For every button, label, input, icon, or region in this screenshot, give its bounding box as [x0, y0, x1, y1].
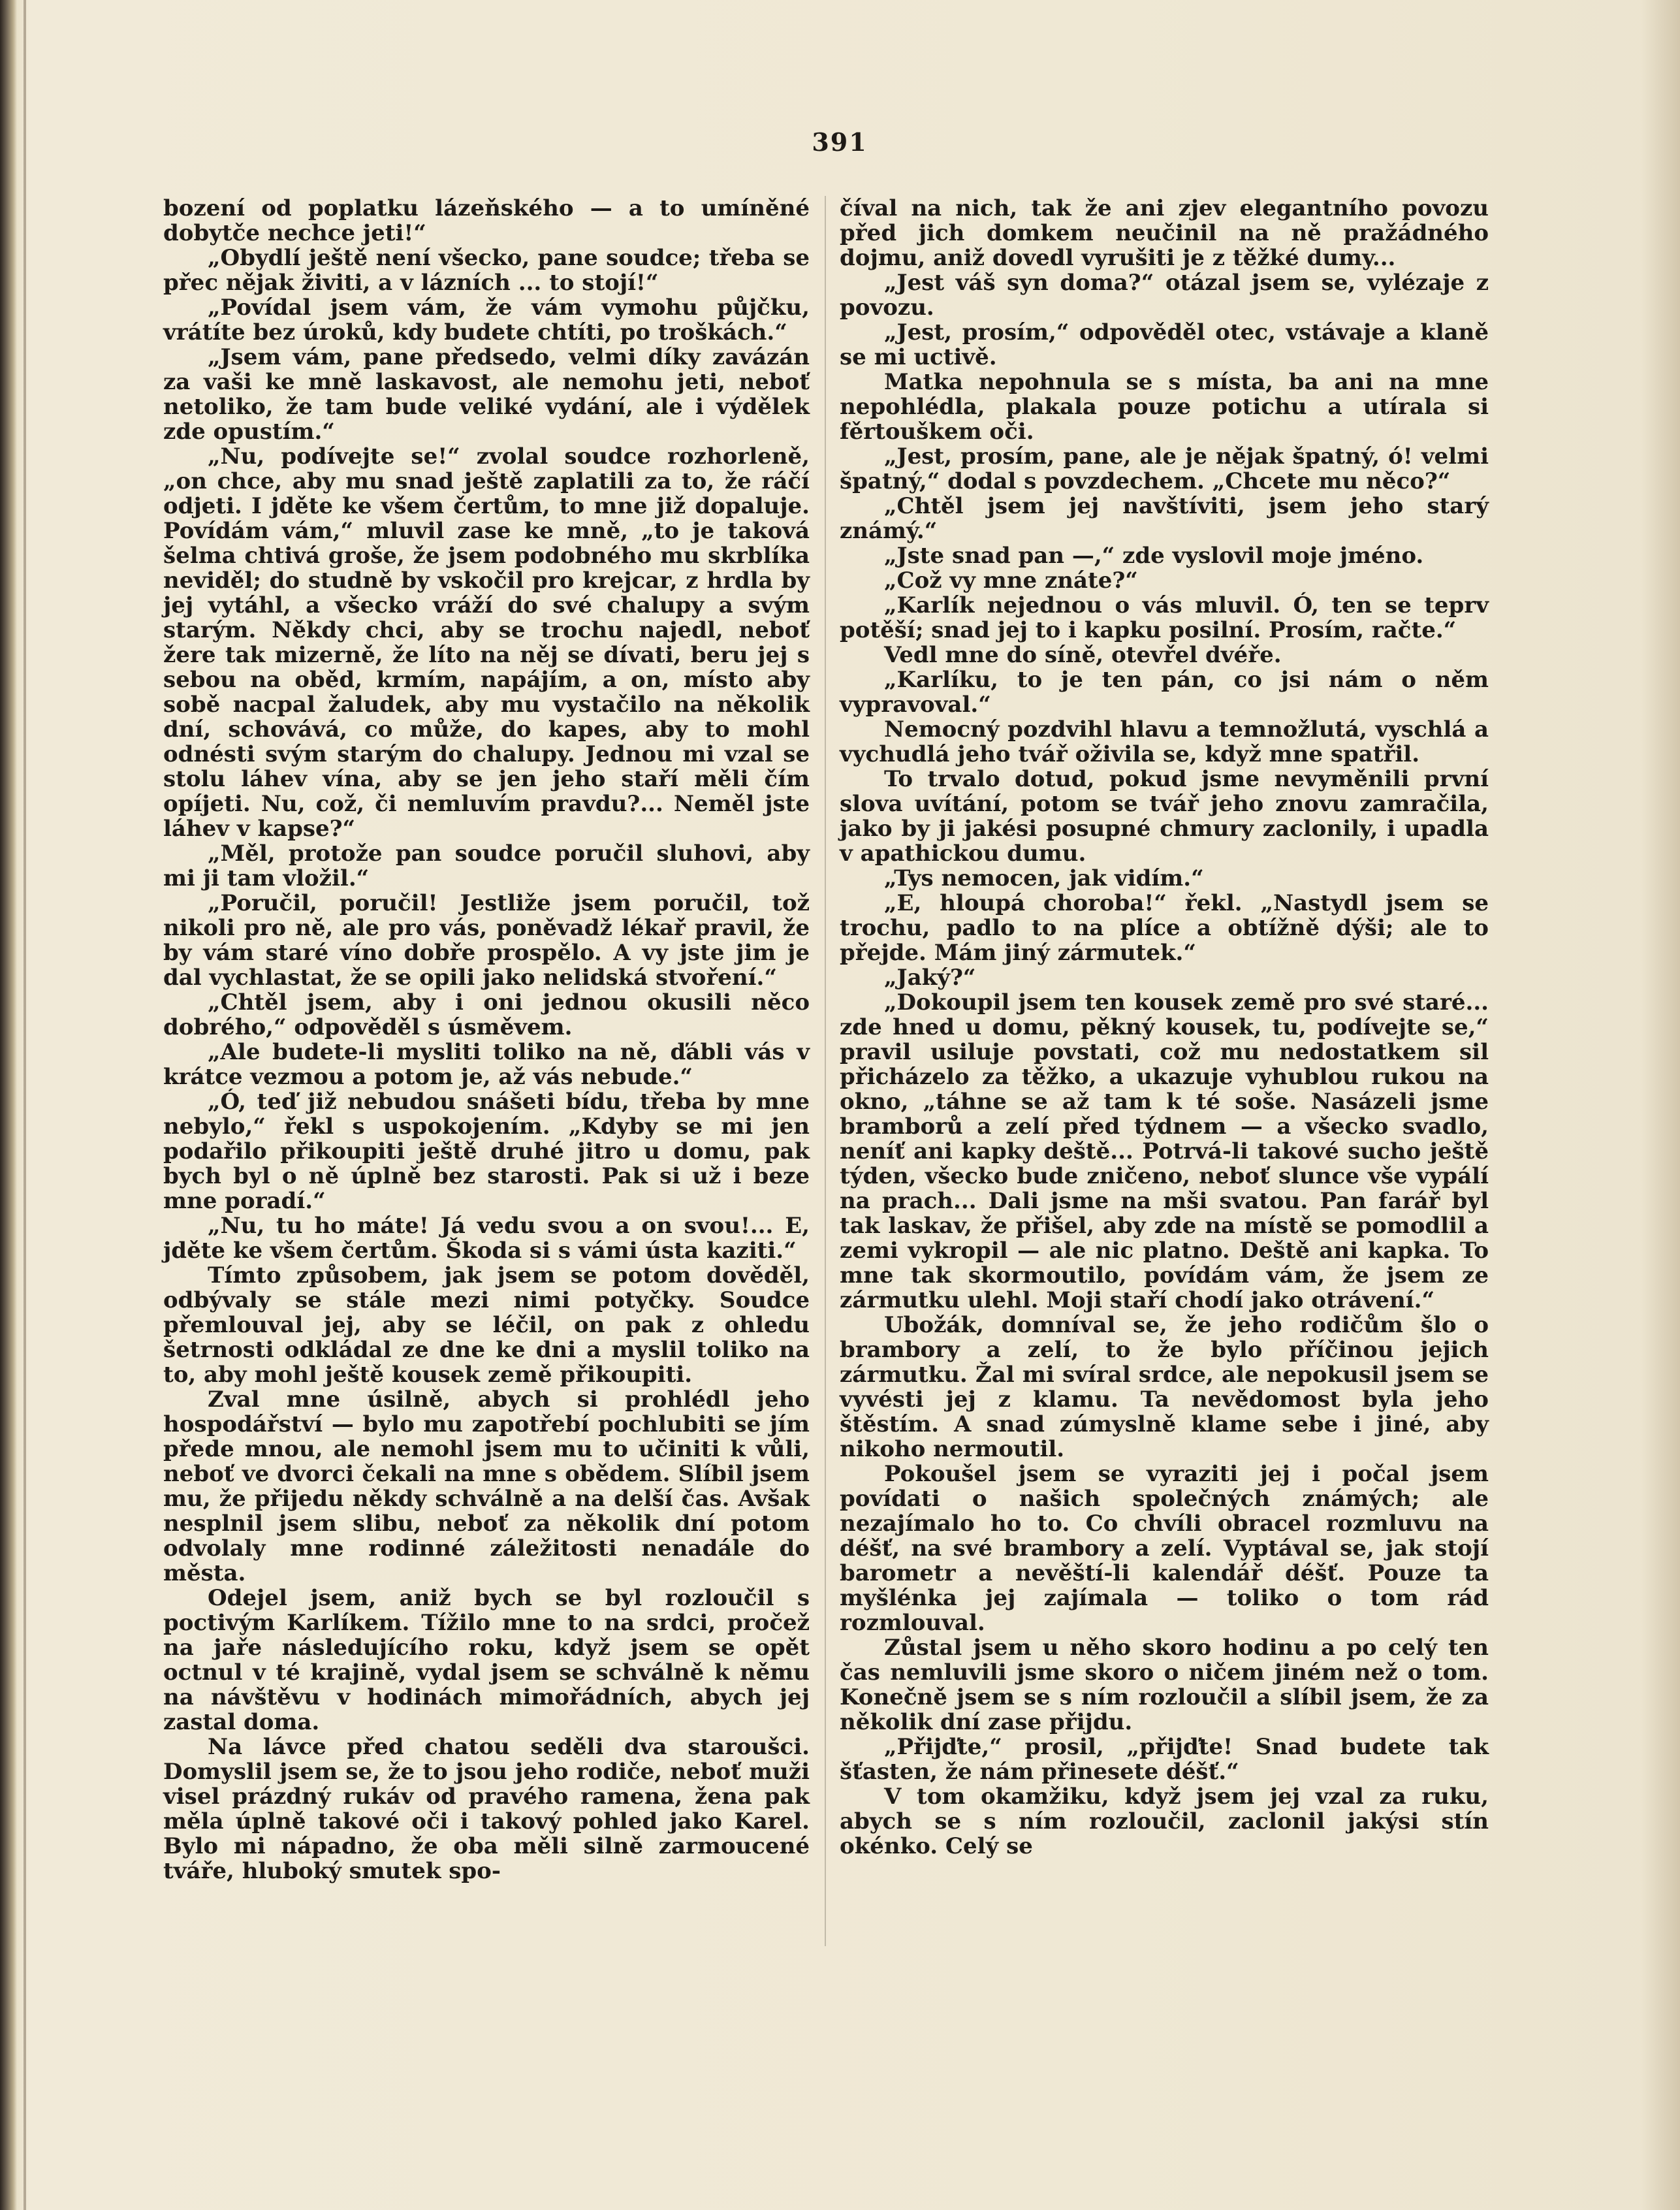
paragraph: „Obydlí ještě není všecko, pane soudce; třeba se přec nějak živiti, a v lázních ... to stojí!“	[163, 245, 810, 296]
paragraph: bození od poplatku lázeňského — a to umíněné dobytče nechce jeti!“	[163, 195, 810, 246]
paragraph: „Karlíku, to je ten pán, co jsi nám o něm vypravoval.“	[840, 667, 1489, 718]
paragraph: Na lávce před chatou seděli dva staroušci. Domyslil jsem se, že to jsou jeho rodiče, neboť muži visel prázdný rukáv od pravého ramena, žena pak měla úplně takové oči i takový pohled jako Karel. Bylo mi nápadno, že oba měli silně zarmoucené tváře, hluboký smutek spo-	[163, 1734, 810, 1884]
paragraph: „Nu, podívejte se!“ zvolal soudce rozhorleně, „on chce, aby mu snad ještě zaplatili za to, že ráčí odjeti. I jděte ke všem čertům, to mne již dopaluje. Povídám vám,“ mluvil zase ke mně, „to je taková šelma chtivá groše, že jsem podobného mu skrblíka neviděl; do studně by vskočil pro krejcar, z hrdla by jej vytáhl, a všecko vráží do své chalupy a svým starým. Někdy chci, aby se trochu najedl, neboť žere tak mizerně, že líto na něj se dívati, beru jej s sebou na oběd, krmím, napájím, a on, místo aby sobě nacpal žaludek, aby mu vystačilo na několik dní, schovává, co může, do kapes, aby to mohl odnésti svým starým do chalupy. Jednou mi vzal se stolu láhev vína, aby se jen jeho staří měli čím opíjeti. Nu, což, či nemluvím pravdu?... Neměl jste láhev v kapse?“	[163, 443, 810, 842]
page-edge	[1641, 0, 1680, 2210]
paragraph: „Ale budete-li mysliti toliko na ně, ďábli vás v krátce vezmou a potom je, až vás nebude.“	[163, 1039, 810, 1090]
column-divider	[825, 196, 826, 1946]
binding-gutter	[0, 0, 17, 2210]
paragraph: „Ó, teď již nebudou snášeti bídu, třeba by mne nebylo,“ řekl s uspokojením. „Kdyby se mi jen podařilo přikoupiti ještě druhé jitro u domu, pak bych byl o ně úplně bez starosti. Pak si už i beze mne poradí.“	[163, 1089, 810, 1214]
paragraph: Pokoušel jsem se vyraziti jej i počal jsem povídati o našich společných známých; ale nezajímalo ho to. Co chvíli obracel rozmluvu na déšť, na své brambory a zelí. Vyptával se, jak stojí barometr a nevěští-li kalendář déšť. Pouze ta myšlénka jej zajímala — toliko o tom rád rozmlouval.	[840, 1461, 1489, 1636]
paragraph: Matka nepohnula se s místa, ba ani na mne nepohlédla, plakala pouze potichu a utírala si fěrtouškem oči.	[840, 369, 1489, 445]
paragraph: Zval mne úsilně, abych si prohlédl jeho hospodářství — bylo mu zapotřebí pochlubiti se jím přede mnou, ale nemohl jsem mu to učiniti k vůli, neboť ve dvorci čekali na mne s obědem. Slíbil jsem mu, že přijedu někdy schválně a na delší čas. Avšak nesplnil jsem slibu, neboť za několik dní potom odvolaly mne rodinné záležitosti nenadále do města.	[163, 1386, 810, 1586]
paragraph: „Karlík nejednou o vás mluvil. Ó, ten se teprv potěší; snad jej to i kapku posilní. Prosím, račte.“	[840, 592, 1489, 643]
paragraph: „Jest, prosím, pane, ale je nějak špatný, ó! velmi špatný,“ dodal s povzdechem. „Chcete mu něco?“	[840, 443, 1489, 494]
paragraph: „Jsem vám, pane předsedo, velmi díky zavázán za vaši ke mně laskavost, ale nemohu jeti, neboť netoliko, že tam bude veliké vydání, ale i výdělek zde opustím.“	[163, 344, 810, 445]
right-column	[840, 196, 1489, 1859]
paragraph: V tom okamžiku, když jsem jej vzal za ruku, abych se s ním rozloučil, zaclonil jakýsi stín okénko. Celý se	[840, 1784, 1489, 1859]
paragraph: „Chtěl jsem, aby i oni jednou okusili něco dobrého,“ odpověděl s úsměvem.	[163, 989, 810, 1040]
paragraph: „Přijďte,“ prosil, „přijďte! Snad budete tak šťasten, že nám přinesete déšť.“	[840, 1734, 1489, 1785]
paragraph: „Jaký?“	[884, 965, 976, 991]
paragraph: Nemocný pozdvihl hlavu a temnožlutá, vyschlá a vychudlá jeho tvář oživila se, když mne spatřil.	[840, 716, 1489, 767]
paragraph: Vedl mne do síně, otevřel dvéře.	[884, 642, 1282, 668]
paragraph: „Povídal jsem vám, že vám vymohu půjčku, vrátíte bez úroků, kdy budete chtíti, po troškách.“	[163, 295, 810, 345]
paragraph: Odejel jsem, aniž bych se byl rozloučil s poctivým Karlíkem. Tížilo mne to na srdci, pročež na jaře následujícího roku, když jsem se opět octnul v té krajině, vydal jsem se schválně k němu na návštěvu v hodinách mimořádních, abych jej zastal doma.	[163, 1585, 810, 1735]
paragraph: „Měl, protože pan soudce poručil sluhovi, aby mi ji tam vložil.“	[163, 841, 810, 891]
paragraph: „Což vy mne znáte?“	[884, 568, 1138, 594]
paragraph: „Jest, prosím,“ odpověděl otec, vstávaje a klaně se mi uctivě.	[840, 319, 1489, 370]
paragraph: „Poručil, poručil! Jestliže jsem poručil, tož nikoli pro ně, ale pro vás, poněvadž lékař pravil, že by vám staré víno dobře prospělo. A vy jste jim je dal vychlastat, že se opili jako nelidská stvoření.“	[163, 890, 810, 991]
paragraph: „Chtěl jsem jej navštíviti, jsem jeho starý známý.“	[840, 493, 1489, 544]
page-number: 391	[812, 127, 868, 157]
paragraph: „Nu, tu ho máte! Já vedu svou a on svou!... E, jděte ke všem čertům. Škoda si s vámi ústa kaziti.“	[163, 1213, 810, 1264]
paragraph: „Tys nemocen, jak vidím.“	[884, 865, 1204, 891]
paragraph: Ubožák, domníval se, že jeho rodičům šlo o brambory a zelí, to že bylo příčinou jejich zármutku. Žal mi svíral srdce, ale nepokusil jsem se vyvésti jej z klamu. Ta nevědomost byla jeho štěstím. A snad zúmyslně klame sebe i jiné, aby nikoho nermoutil.	[840, 1312, 1489, 1462]
paragraph: „Jste snad pan —,“ zde vyslovil moje jméno.	[884, 543, 1424, 569]
paragraph: „Jest váš syn doma?“ otázal jsem se, vylézaje z povozu.	[840, 270, 1489, 321]
gutter-shadow	[24, 0, 26, 2210]
left-column	[163, 196, 810, 1883]
paragraph: „Dokoupil jsem ten kousek země pro své staré... zde hned u domu, pěkný kousek, tu, podívejte se,“ pravil usiluje povstati, což mu nedostatkem sil přicházelo za těžko, a ukazuje vyhublou rukou na okno, „táhne se až tam k té soše. Nasázeli jsme bramborů a zelí před týdnem — a všecko svadlo, neníť ani kapky deště... Potrvá-li takové sucho ještě týden, všecko bude zničeno, neboť slunce vše vypálí na prach... Dali jsme na mši svatou. Pan farář byl tak laskav, že přišel, aby zde na místě se pomodlil a zemi vykropil — ale nic platno. Deště ani kapka. To mne tak skormoutilo, povídám vám, že jsem ze zármutku ulehl. Moji staří chodí jako otrávení.“	[840, 989, 1489, 1313]
paragraph: To trvalo dotud, pokud jsme nevyměnili první slova uvítání, potom se tvář jeho znovu zamračila, jako by ji jakési posupné chmury zaclonily, i upadla v apathickou dumu.	[840, 766, 1489, 867]
paragraph: Tímto způsobem, jak jsem se potom dověděl, odbývaly se stále mezi nimi potyčky. Soudce přemlouval jej, aby se léčil, on pak z ohledu šetrnosti odkládal ze dne ke dni a myslil toliko na to, aby mohl ještě kousek země přikoupiti.	[163, 1262, 810, 1388]
paragraph: číval na nich, tak že ani zjev elegantního povozu před jich domkem neučinil na ně pražádného dojmu, aniž dovedl vyrušiti je z těžké dumy...	[840, 195, 1489, 271]
paragraph: Zůstal jsem u něho skoro hodinu a po celý ten čas nemluvili jsme skoro o ničem jiném než o tom. Konečně jsem se s ním rozloučil a slíbil jsem, že za několik dní zase přijdu.	[840, 1635, 1489, 1735]
paragraph: „E, hloupá choroba!“ řekl. „Nastydl jsem se trochu, padlo to na plíce a obtížně dýši; ale to přejde. Mám jiný zármutek.“	[840, 890, 1489, 966]
